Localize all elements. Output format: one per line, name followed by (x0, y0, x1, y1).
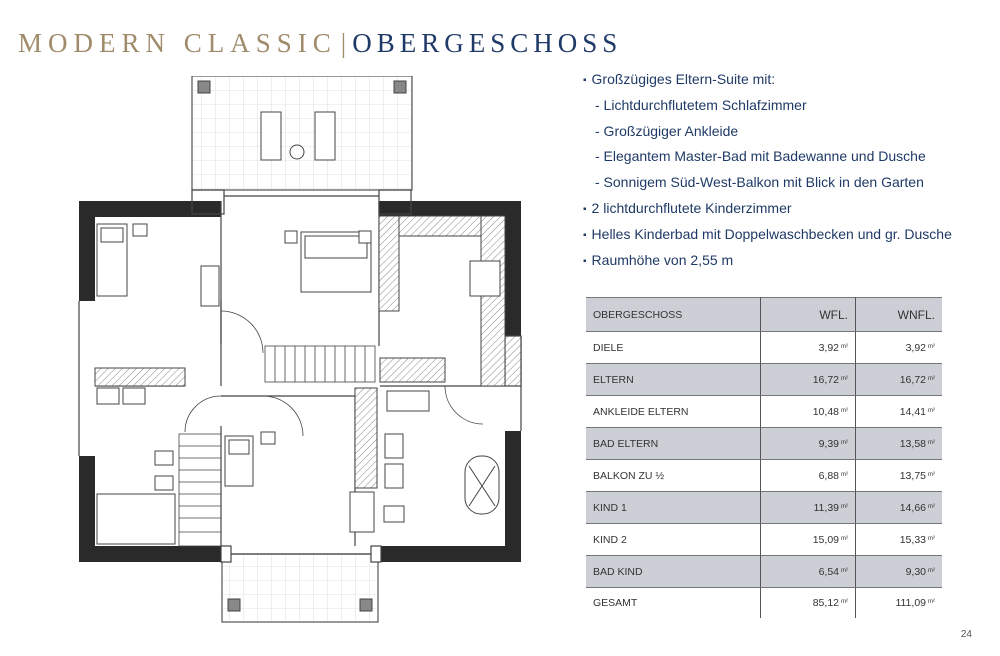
wnfl-value: 3,92 $^{m^2}$ (905, 341, 935, 354)
wnfl-value: 15,33 $^{m^2}$ (899, 533, 935, 546)
feature-item: ▪ Raumhöhe von 2,55 m (583, 251, 952, 277)
table-row (586, 492, 942, 524)
wfl-value: 10,48 $^{m^2}$ (761, 396, 856, 428)
table-total-row (586, 588, 942, 619)
staircase-upper (265, 346, 375, 382)
room-name: KIND 2 (586, 524, 761, 556)
wfl-value: 6,54 $^{m^2}$ (761, 556, 856, 588)
title-separator: | (340, 28, 347, 58)
feature-subitem: - Lichtdurchflutetem Schlafzimmer (595, 96, 807, 113)
room-name: BAD ELTERN (586, 428, 761, 460)
bullet-icon: ▪ (583, 229, 587, 241)
table-row (586, 332, 942, 364)
area-table (586, 297, 942, 618)
room-name: KIND 1 (586, 492, 761, 524)
table-row (586, 396, 942, 428)
wfl-value: 16,72 $^{m^2}$ (761, 364, 856, 396)
bed-parents (285, 231, 371, 292)
bullet-icon: ▪ (583, 75, 587, 86)
wfl-value: 9,39 $^{m^2}$ (761, 428, 856, 460)
wfl-value: 15,09 $^{m^2}$ (761, 524, 856, 556)
wnfl-value: 9,30 $^{m^2}$ (856, 556, 943, 588)
page-title (18, 28, 622, 59)
table-row (586, 428, 942, 460)
feature-subitem: - Großzügiger Ankleide (595, 122, 739, 139)
floor-plan (75, 76, 525, 626)
wnfl-value: 14,41 $^{m^2}$ (899, 405, 935, 418)
page-number: 24 (960, 629, 972, 640)
bullet-icon: ▪ (583, 255, 587, 267)
table-row (586, 460, 942, 492)
bath-master (384, 391, 499, 522)
feature-item: ▪ Großzügiges Eltern-Suite mit: (583, 70, 952, 96)
bed-child-1 (97, 224, 219, 306)
wnfl-value: 14,66 $^{m^2}$ (856, 492, 943, 524)
wfl-value: 6,88 $^{m^2}$ (761, 460, 856, 492)
room-name: BAD KIND (586, 556, 761, 588)
wfl-value: 11,39 $^{m^2}$ (761, 492, 856, 524)
column-header: OBERGESCHOSS (586, 298, 761, 332)
wnfl-value: 16,72 $^{m^2}$ (856, 364, 943, 396)
staircase-lower (179, 434, 221, 546)
feature-list (583, 70, 952, 276)
feature-subitem: - Elegantem Master-Bad mit Badewanne und Dusche (595, 148, 926, 165)
wnfl-value: 111,09 $^{m^2}$ (895, 597, 935, 609)
wfl-value: 85,12 $^{m^2}$ (761, 588, 856, 619)
section-title: OBERGESCHOSS (352, 28, 623, 58)
column-header: WNFL. (856, 298, 943, 332)
walk-in-closet (95, 216, 505, 488)
table-row (586, 524, 942, 556)
room-name: GESAMT (586, 588, 761, 619)
balcony-bottom (222, 554, 378, 622)
wnfl-value: 13,75 $^{m^2}$ (899, 469, 935, 482)
room-name: DIELE (586, 332, 761, 364)
bullet-icon: ▪ (583, 203, 587, 215)
column-header: WFL. (761, 298, 856, 332)
brand-title: MODERN CLASSIC (18, 28, 337, 58)
table-row (586, 556, 942, 588)
bath-kids (97, 388, 175, 544)
table-header-row (586, 298, 942, 332)
balcony-top (192, 76, 412, 190)
room-name: ANKLEIDE ELTERN (586, 396, 761, 428)
feature-item: ▪ 2 lichtdurchflutete Kinderzimmer (583, 199, 952, 225)
table-row (586, 364, 942, 396)
feature-subitem: - Sonnigem Süd-West-Balkon mit Blick in den Garten (595, 174, 924, 191)
wnfl-value: 13,58 $^{m^2}$ (856, 428, 943, 460)
feature-item: ▪ Helles Kinderbad mit Doppelwaschbecken und gr. Dusche (583, 225, 952, 251)
wfl-value: 3,92 $^{m^2}$ (761, 332, 856, 364)
bed-child-2 (225, 432, 374, 532)
room-name: ELTERN (586, 364, 761, 396)
room-name: BALKON ZU ½ (586, 460, 761, 492)
